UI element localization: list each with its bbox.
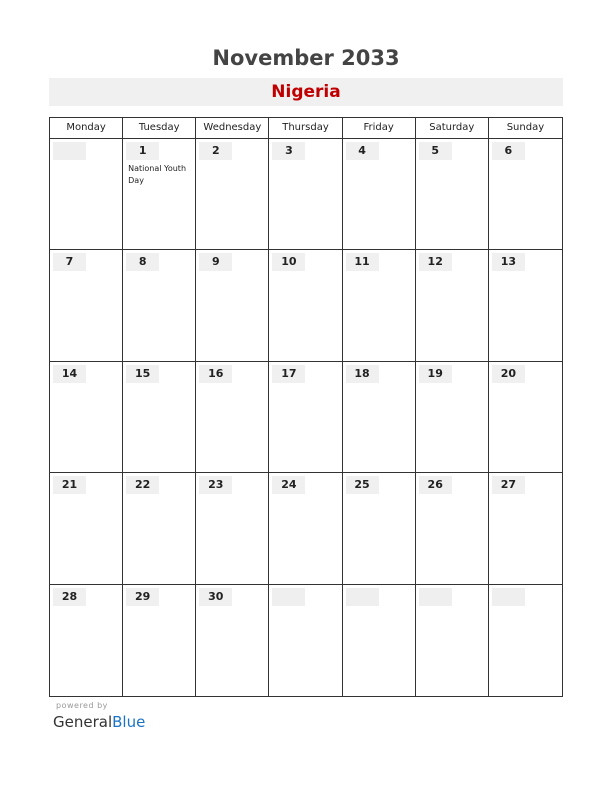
day-cell <box>416 585 489 696</box>
day-number: 4 <box>346 142 379 160</box>
weekday-header-monday: Monday <box>50 118 123 139</box>
day-number: 11 <box>346 253 379 271</box>
day-number: 23 <box>199 476 232 494</box>
day-number: 21 <box>53 476 86 494</box>
day-number: 6 <box>492 142 525 160</box>
day-number: 9 <box>199 253 232 271</box>
day-number: 20 <box>492 365 525 383</box>
day-number: 26 <box>419 476 452 494</box>
day-cell <box>269 139 342 250</box>
day-cell <box>123 585 196 696</box>
page-title: November 2033 <box>212 46 400 70</box>
day-number: 10 <box>272 253 305 271</box>
day-cell <box>50 139 123 250</box>
day-cell <box>196 473 269 584</box>
weekday-header-wednesday: Wednesday <box>196 118 269 139</box>
day-number: 2 <box>199 142 232 160</box>
day-number: 22 <box>126 476 159 494</box>
day-number: 1 <box>126 142 159 160</box>
day-cell <box>416 362 489 473</box>
day-cell <box>123 250 196 361</box>
day-number: 15 <box>126 365 159 383</box>
weekday-header-thursday: Thursday <box>269 118 342 139</box>
holiday-label: National Youth Day <box>128 164 187 185</box>
day-number: 24 <box>272 476 305 494</box>
day-cell <box>489 139 562 250</box>
day-cell <box>416 473 489 584</box>
day-number-empty <box>272 588 305 606</box>
generalblue-logo[interactable] <box>53 713 145 731</box>
day-number: 14 <box>53 365 86 383</box>
day-number: 29 <box>126 588 159 606</box>
day-cell <box>269 250 342 361</box>
day-number: 8 <box>126 253 159 271</box>
country-name: Nigeria <box>271 82 341 102</box>
day-cell <box>489 250 562 361</box>
day-cell <box>269 362 342 473</box>
day-cell <box>416 139 489 250</box>
day-number: 28 <box>53 588 86 606</box>
brand-blue-text: Blue <box>112 713 146 731</box>
day-number: 3 <box>272 142 305 160</box>
day-number-empty <box>53 142 86 160</box>
day-cell <box>489 585 562 696</box>
day-cell <box>343 585 416 696</box>
day-cell <box>196 362 269 473</box>
brand-general-text: General <box>53 713 113 731</box>
day-cell <box>269 585 342 696</box>
weekday-header-friday: Friday <box>343 118 416 139</box>
day-cell <box>416 250 489 361</box>
day-number-empty <box>419 588 452 606</box>
day-number: 30 <box>199 588 232 606</box>
day-cell <box>269 473 342 584</box>
day-number: 5 <box>419 142 452 160</box>
day-cell <box>196 250 269 361</box>
day-number: 25 <box>346 476 379 494</box>
day-cell <box>343 473 416 584</box>
day-number: 12 <box>419 253 452 271</box>
powered-by-label: powered by <box>56 701 108 710</box>
day-cell <box>50 250 123 361</box>
day-cell <box>196 585 269 696</box>
day-cell <box>343 362 416 473</box>
day-number: 27 <box>492 476 525 494</box>
day-number: 16 <box>199 365 232 383</box>
day-cell <box>50 362 123 473</box>
day-cell <box>123 139 196 250</box>
day-cell <box>123 362 196 473</box>
day-number: 13 <box>492 253 525 271</box>
day-number: 7 <box>53 253 86 271</box>
weekday-header-saturday: Saturday <box>416 118 489 139</box>
weekday-header-sunday: Sunday <box>489 118 562 139</box>
day-cell <box>196 139 269 250</box>
day-cell <box>50 585 123 696</box>
day-number: 17 <box>272 365 305 383</box>
day-cell <box>50 473 123 584</box>
day-number-empty <box>346 588 379 606</box>
day-cell <box>123 473 196 584</box>
day-number: 18 <box>346 365 379 383</box>
day-cell <box>343 139 416 250</box>
day-number: 19 <box>419 365 452 383</box>
day-cell <box>489 473 562 584</box>
month-calendar-grid <box>49 117 563 697</box>
weekday-header-tuesday: Tuesday <box>123 118 196 139</box>
day-cell <box>343 250 416 361</box>
day-number-empty <box>492 588 525 606</box>
day-cell <box>489 362 562 473</box>
